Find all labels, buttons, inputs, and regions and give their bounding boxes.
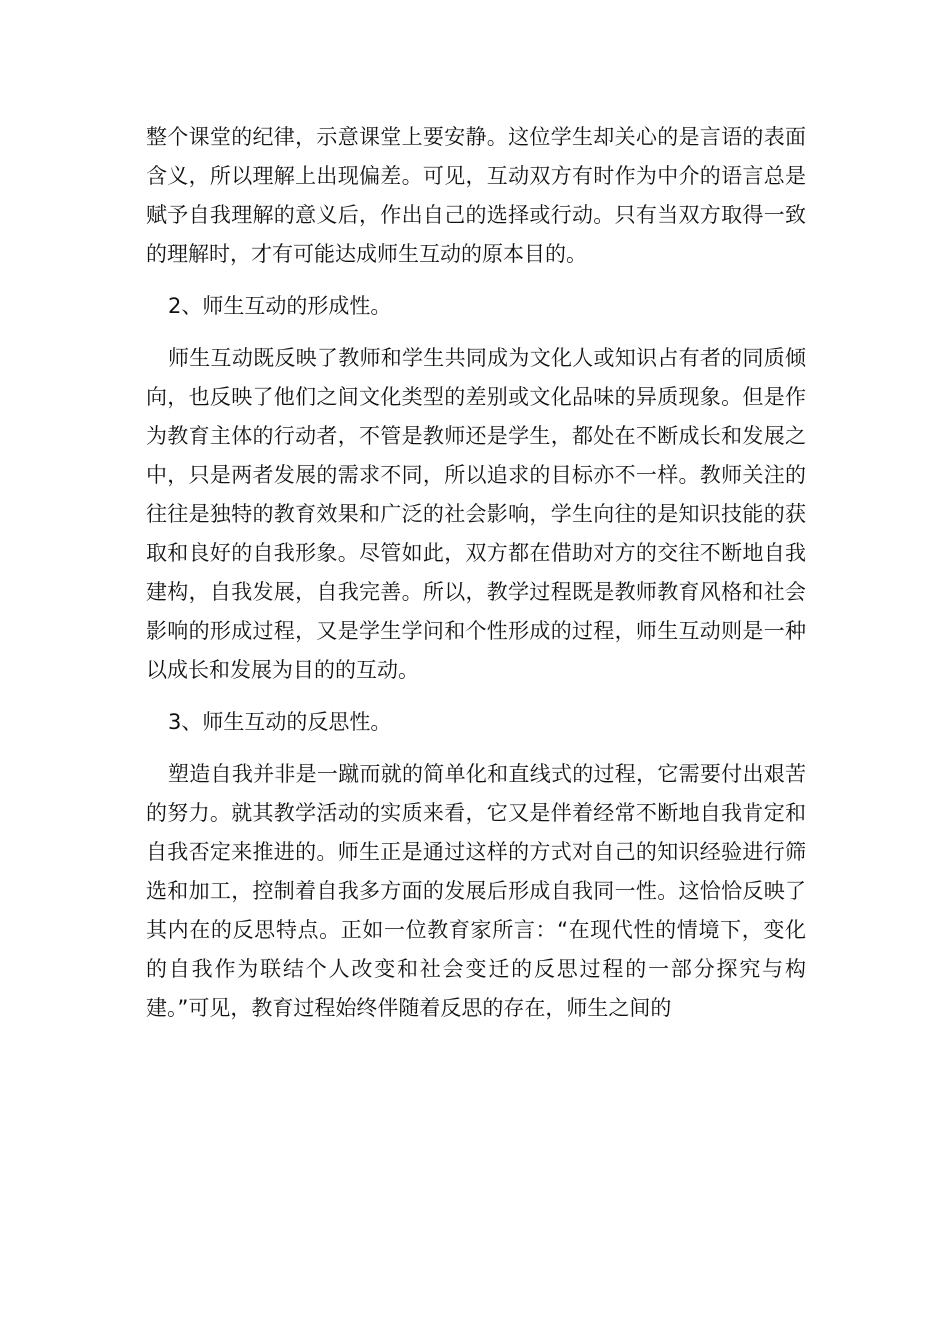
paragraph-1: 整个课堂的纪律，示意课堂上要安静。这位学生却关心的是言语的表面含义，所以理解上出现偏差。可见，互动双方有时作为中介的语言总是赋予自我理解的意义后，作出自己的选择或行动。只有当双方取得一致的理解时，才有可能达成师生互动的原本目的。 (146, 125, 806, 266)
paragraph-3: 塑造自我并非是一蹴而就的简单化和直线式的过程，它需要付出艰苦的努力。就其教学活动的实质来看，它又是伴着经常不断地自我肯定和自我否定来推进的。师生正是通过这样的方式对自己的知识经验进行筛选和加工，控制着自我多方面的发展后形成自我同一性。这恰恰反映了其内在的反思特点。正如一位教育家所言：“在现代性的情境下，变化的自我作为联结个人改变和社会变迁的反思过程的一部分探究与构建。”可见，教育过程始终伴随着反思的存在，师生之间的 (146, 762, 806, 1020)
section-heading-2: 2、师生互动的形成性。 (168, 294, 392, 318)
document-page (146, 118, 806, 1041)
paragraph-2: 师生互动既反映了教师和学生共同成为文化人或知识占有者的同质倾向，也反映了他们之间文化类型的差别或文化品味的异质现象。但是作为教育主体的行动者，不管是教师还是学生，都处在不断成长和发展之中，只是两者发展的需求不同，所以追求的目标亦不一样。教师关注的往往是独特的教育效果和广泛的社会影响，学生向往的是知识技能的获取和良好的自我形象。尽管如此，双方都在借助对方的交往不断地自我建构，自我发展，自我完善。所以，教学过程既是教师教育风格和社会影响的形成过程，又是学生学问和个性形成的过程，师生互动则是一种以成长和发展为目的的互动。 (146, 346, 806, 682)
section-heading-3: 3、师生互动的反思性。 (168, 710, 392, 734)
